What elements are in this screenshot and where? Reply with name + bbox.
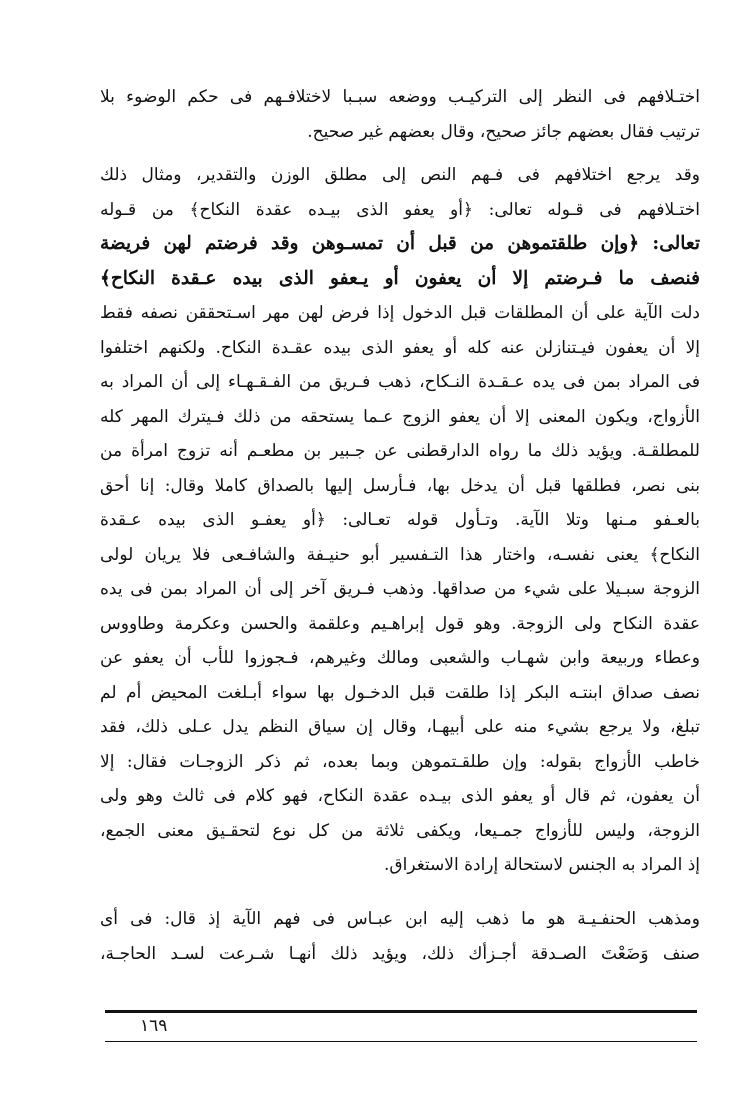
text-line: فى المراد بمن فى يده عـقـدة النـكاح، ذهب فـريق من الفـقـهـاء إلى أن المراد به: [100, 372, 700, 392]
text-line: تبلغ، ولا يرجع بشيء منه على أبيهـا، وقال إن سياق النظم يدل عـلى ذلك، فقد: [100, 717, 700, 737]
text-line: وقد يرجع اختلافهم فى فـهم النص إلى مطلق الوزن والتقدير، ومثال ذلك: [100, 165, 700, 185]
page-number: ١٦٩: [140, 1016, 168, 1036]
text-line: إذ المراد به الجنس لاستحالة إرادة الاستغراق.: [384, 855, 700, 875]
text-line: نصف صداق ابنتـه البكر إذا طلقت قبل الدخـول بها سواء أبـلغت المحيض أم لم: [100, 682, 700, 703]
paragraph-1: [100, 80, 700, 149]
text-line: اختـلافهم فى النظر إلى التركيـب ووضعه سبـبا لاختلافـهم فى حكم الوضوء بلا: [100, 87, 700, 107]
text-line: دلت الآية على أن المطلقات قبل الدخول إذا فرض لهن مهر اسـتحققن نصفه فقط: [100, 303, 700, 323]
text-line: صنف وَضَعْتَ الصـدقة أجـزأك ذلك، ويؤيد ذلك أنهـا شـرعت لسـد الحاجـة،: [100, 943, 700, 964]
text-line: النكاح﴾ يعنى نفسـه، واختار هذا التـفسير أبو حنيـفة والشافـعى فلا يريان لولى: [100, 544, 700, 565]
paragraph-3: [100, 902, 700, 971]
text-line: إلا أن يعفون فيـتنازلن عنه كله أو يعفو الذى بيده عقـدة النكاح. ولكنهم اختلفوا: [100, 337, 700, 358]
text-line: أن يعفون، ثم قال أو يعفو الذى بيـده عقدة النكاح، فهو كلام فى ثالث وهو ولى: [100, 786, 700, 806]
text-line: عقدة النكاح ولى الزوجة. وهو قول إبراهـيم وعلقمة والحسن وعكرمة وطاووس: [100, 613, 700, 634]
text-line: بالعـفو مـنها وتلا الآية. وتـأول قوله تعـالى: ﴿أو يعفـو الذى بيده عـقدة: [100, 510, 700, 530]
quran-verse-line: تعالى: ﴿وإن طلقتموهن من قبل أن تمسـوهن وقد فرضتم لهن فريضة: [100, 233, 700, 254]
footer-divider-thin: [105, 1041, 697, 1042]
text-line: بنى نصر، فطلقها قبل أن يدخل بها، فـأرسل إليها بالصداق كاملا وقال: إنا أحق: [100, 475, 700, 496]
text-line: ترتيب فقال بعضهم جائز صحيح، وقال بعضهم غير صحيح.: [307, 121, 700, 142]
quran-verse-line: فنصف ما فـرضتم إلا أن يعفون أو يـعفو الذى بيده عـقدة النكاح﴾: [100, 267, 700, 289]
text-line: اختـلافهم فى قـوله تعالى: ﴿أو يعفو الذى بيـده عقدة النكاح﴾ من قـوله: [100, 199, 700, 220]
paragraph-2: [100, 158, 700, 883]
footer-divider-thick: [105, 1010, 697, 1013]
text-line: الزوجة سبـيلا على شيء من صداقها. وذهب فـريق آخر إلى أن المراد بمن فى يده: [100, 579, 700, 599]
text-line: للمطلقـة. ويؤيد ذلك ما رواه الدارقطنى عن جـبير بن مطعـم أنه تزوج امرأة من: [100, 441, 700, 461]
text-line: الأزواج، ويكون المعنى إلا أن يعفو الزوج عـما يستحقه من ذلك فـيترك المهر كله: [100, 406, 700, 427]
text-line: الزوجة، وليس للأزواج جمـيعا، ويكفى ثلاثة من كل نوع لتحقـيق معنى الجمع،: [100, 820, 700, 841]
text-line: خاطب الأزواج بقوله: وإن طلقـتموهن وبما بعده، ثم ذكر الزوجـات فقال: إلا: [100, 751, 700, 772]
text-line: ومذهب الحنفـيـة هو ما ذهب إليه ابن عبـاس فى فهم الآية إذ قال: فى أى: [100, 909, 700, 929]
text-line: وعطاء وربيعة وابن شهـاب والشعبى ومالك وغيرهم، فـجوزوا للأب أن يعفو عن: [100, 648, 700, 668]
